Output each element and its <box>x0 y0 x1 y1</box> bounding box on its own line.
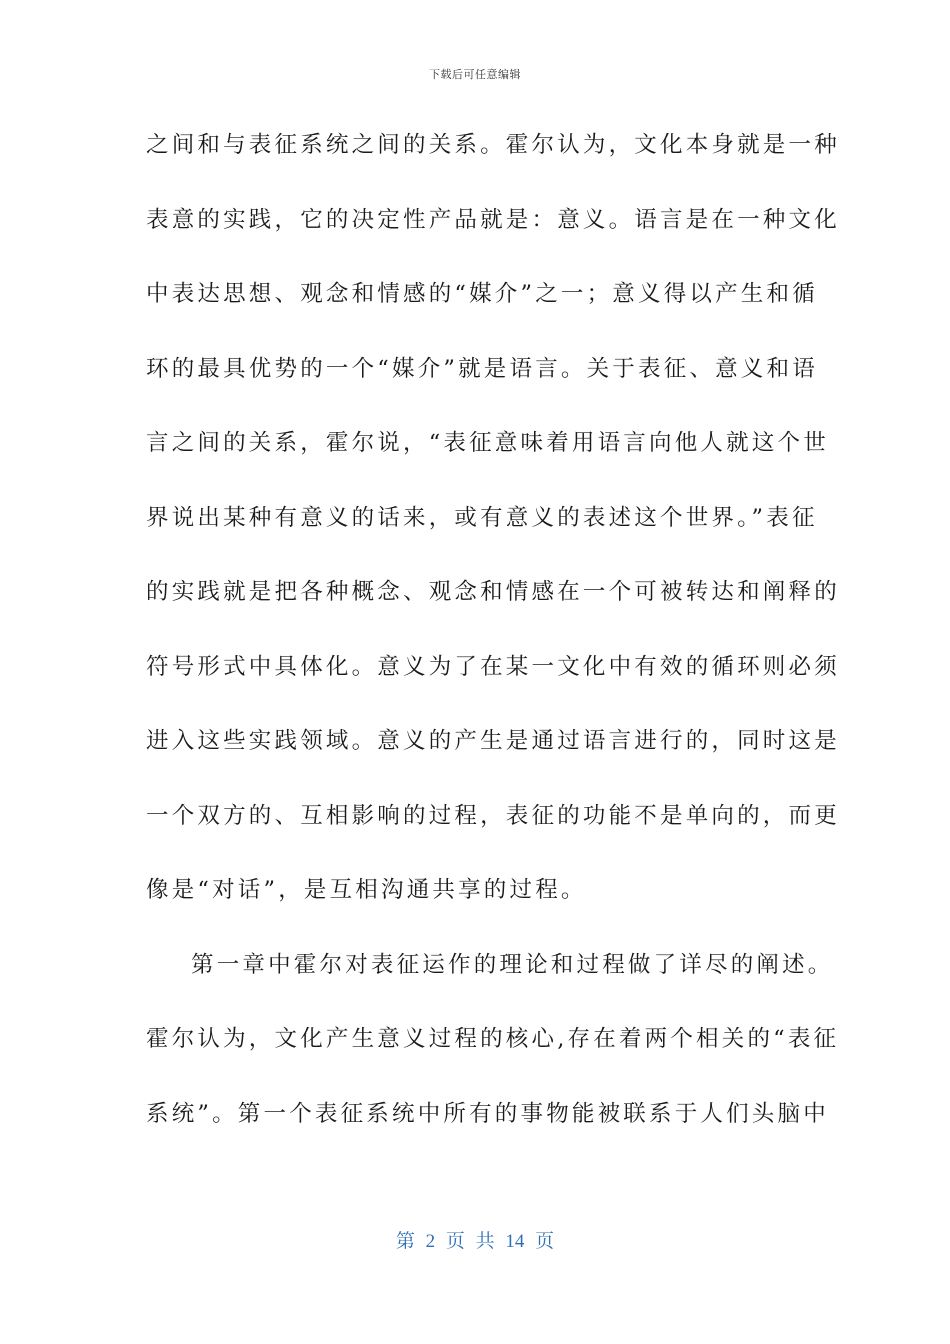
paragraph-first-line: 第一章中霍尔对表征运作的理论和过程做了详尽的阐述。 <box>191 951 834 978</box>
text-line: 符号形式中具体化。意义为了在某一文化中有效的循环则必须 <box>146 653 840 680</box>
text-line: 进入这些实践领域。意义的产生是通过语言进行的，同时这是 <box>146 728 840 754</box>
text-line: 界说出某种有意义的话来，或有意义的表述这个世界。”表征 <box>146 504 818 531</box>
text-line: 中表达思想、观念和情感的“媒介”之一；意义得以产生和循 <box>146 281 818 307</box>
text-line: 之间和与表征系统之间的关系。霍尔认为，文化本身就是一种 <box>146 132 840 158</box>
text-line: 环的最具优势的一个“媒介”就是语言。关于表征、意义和语 <box>146 355 818 382</box>
text-line: 言之间的关系，霍尔说，“表征意味着用语言向他人就这个世 <box>146 430 829 456</box>
document-body <box>146 116 840 1159</box>
page-number-footer: 第 2 页 共 14 页 <box>395 1231 555 1252</box>
text-line: 的实践就是把各种概念、观念和情感在一个可被转达和阐释的 <box>146 579 840 605</box>
text-line: 表意的实践，它的决定性产品就是：意义。语言是在一种文化 <box>146 206 840 233</box>
text-line: 一个双方的、互相影响的过程，表征的功能不是单向的，而更 <box>146 802 840 829</box>
text-line: 系统”。第一个表征系统中所有的事物能被联系于人们头脑中 <box>146 1100 829 1127</box>
text-line: 霍尔认为，文化产生意义过程的核心,存在着两个相关的“表征 <box>146 1026 840 1052</box>
page-header: 下载后可任意编辑 <box>429 68 521 81</box>
text-line: 像是“对话”，是互相沟通共享的过程。 <box>146 877 587 903</box>
